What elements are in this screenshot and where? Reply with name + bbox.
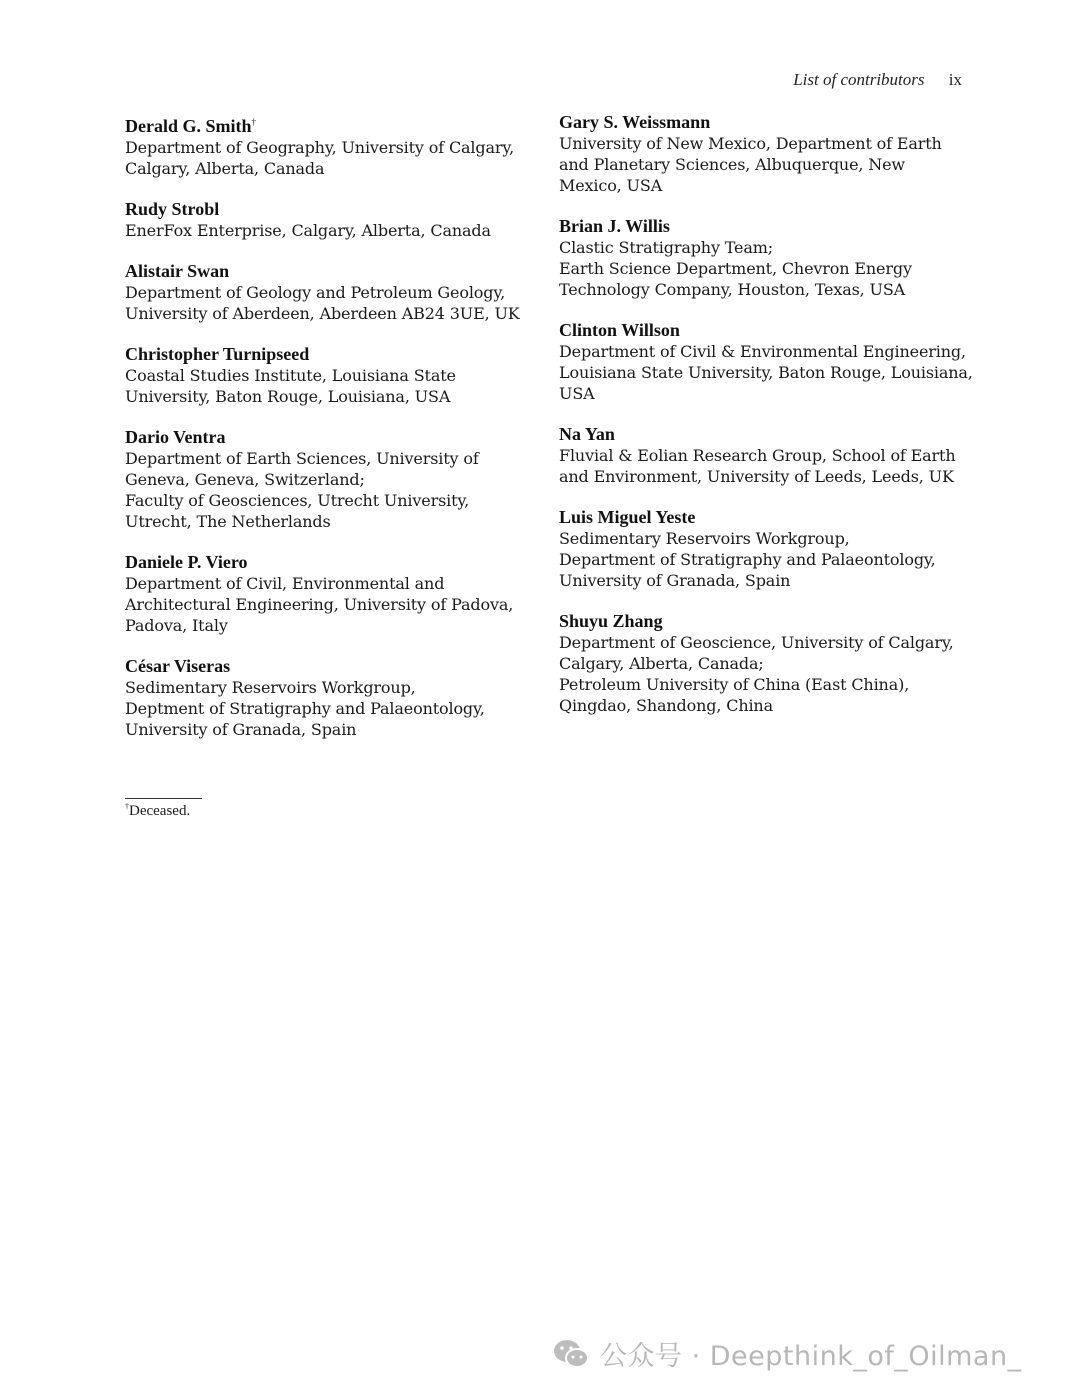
contributor-name	[559, 216, 979, 237]
affiliation-line: Department of Geology and Petroleum Geology,	[125, 283, 506, 302]
page-number: ix	[948, 70, 962, 89]
contributor-name	[125, 656, 545, 677]
affiliation-line: Department of Geoscience, University of Calgary,	[559, 633, 954, 652]
contributor-name-text: Dario Ventra	[125, 427, 226, 447]
footnote-mark: †	[125, 802, 129, 811]
contributor-entry	[125, 656, 545, 740]
affiliation-line: EnerFox Enterprise, Calgary, Alberta, Canada	[125, 221, 491, 240]
affiliation-line: Qingdao, Shandong, China	[559, 696, 773, 715]
contributor-entry	[559, 611, 979, 716]
affiliation-line: Geneva, Geneva, Switzerland;	[125, 470, 365, 489]
contributors-left-column	[125, 112, 545, 760]
contributor-name	[559, 507, 979, 528]
contributor-entry	[559, 424, 979, 487]
contributor-name-text: Christopher Turnipseed	[125, 344, 310, 364]
footnote-rule	[125, 798, 202, 799]
contributor-name-text: César Viseras	[125, 656, 231, 676]
affiliation-line: USA	[559, 384, 595, 403]
affiliation-line: University of Aberdeen, Aberdeen AB24 3UE, UK	[125, 304, 520, 323]
contributor-name-text: Shuyu Zhang	[559, 611, 663, 631]
affiliation-line: University of Granada, Spain	[559, 571, 791, 590]
contributor-name	[125, 344, 545, 365]
footnote-text: Deceased.	[129, 803, 191, 819]
affiliation-line: Technology Company, Houston, Texas, USA	[559, 280, 906, 299]
affiliation-line: Fluvial & Eolian Research Group, School of Earth	[559, 446, 956, 465]
contributor-name-text: Derald G. Smith	[125, 116, 252, 136]
affiliation-line: Calgary, Alberta, Canada;	[559, 654, 764, 673]
affiliation-line: University of New Mexico, Department of Earth	[559, 134, 942, 153]
affiliation-line: University, Baton Rouge, Louisiana, USA	[125, 387, 451, 406]
affiliation-line: and Environment, University of Leeds, Leeds, UK	[559, 467, 954, 486]
contributor-name	[559, 611, 979, 632]
affiliation-line: Faculty of Geosciences, Utrecht University,	[125, 491, 470, 510]
affiliation-line: and Planetary Sciences, Albuquerque, New	[559, 155, 905, 174]
affiliation-line: Earth Science Department, Chevron Energy	[559, 259, 912, 278]
running-head	[793, 70, 962, 90]
affiliation-line: Clastic Stratigraphy Team;	[559, 238, 774, 257]
affiliation-line: University of Granada, Spain	[125, 720, 357, 739]
footnote	[125, 802, 190, 820]
contributor-name-text: Clinton Willson	[559, 320, 680, 340]
running-head-title: List of contributors	[793, 70, 925, 89]
contributor-name-text: Na Yan	[559, 424, 615, 444]
affiliation-line: Sedimentary Reservoirs Workgroup,	[125, 678, 416, 697]
contributor-entry	[125, 112, 545, 179]
affiliation-line: Petroleum University of China (East China),	[559, 675, 910, 694]
contributor-name-text: Daniele P. Viero	[125, 552, 248, 572]
watermark-text: 公众号 · Deepthink_of_Oilman_	[600, 1341, 1022, 1372]
affiliation-line: Department of Stratigraphy and Palaeontology,	[559, 550, 936, 569]
affiliation-line: Sedimentary Reservoirs Workgroup,	[559, 529, 850, 548]
affiliation-line: Calgary, Alberta, Canada	[125, 159, 325, 178]
affiliation-line: Louisiana State University, Baton Rouge, Louisiana,	[559, 363, 973, 382]
contributor-name-text: Alistair Swan	[125, 261, 230, 281]
contributor-entry	[125, 552, 545, 636]
watermark	[552, 1334, 1022, 1373]
contributor-name	[125, 261, 545, 282]
contributor-name	[559, 112, 979, 133]
contributor-name	[125, 199, 545, 220]
affiliation-line: Department of Geography, University of Calgary,	[125, 138, 515, 157]
contributor-entry	[559, 507, 979, 591]
contributor-entry	[559, 320, 979, 404]
affiliation-line: Mexico, USA	[559, 176, 663, 195]
affiliation-line: Deptment of Stratigraphy and Palaeontology,	[125, 699, 485, 718]
affiliation-line: Department of Civil & Environmental Engineering,	[559, 342, 966, 361]
contributor-name	[125, 552, 545, 573]
contributor-name	[125, 427, 545, 448]
contributor-entry	[125, 261, 545, 324]
contributor-entry	[125, 344, 545, 407]
affiliation-line: Architectural Engineering, University of Padova,	[125, 595, 514, 614]
affiliation-line: Department of Civil, Environmental and	[125, 574, 445, 593]
contributor-name	[559, 320, 979, 341]
contributor-entry	[559, 112, 979, 196]
affiliation-line: Coastal Studies Institute, Louisiana State	[125, 366, 456, 385]
affiliation-line: Padova, Italy	[125, 616, 228, 635]
contributor-name	[559, 424, 979, 445]
wechat-icon	[552, 1338, 590, 1370]
deceased-mark: †	[251, 117, 257, 127]
affiliation-line: Department of Earth Sciences, University of	[125, 449, 479, 468]
contributor-name-text: Rudy Strobl	[125, 199, 220, 219]
contributors-right-column	[559, 112, 979, 736]
contributor-entry	[125, 199, 545, 241]
contributor-entry	[125, 427, 545, 532]
affiliation-line: Utrecht, The Netherlands	[125, 512, 331, 531]
contributor-name	[125, 112, 545, 137]
contributor-name-text: Brian J. Willis	[559, 216, 670, 236]
contributor-name-text: Gary S. Weissmann	[559, 112, 711, 132]
contributor-entry	[559, 216, 979, 300]
contributor-name-text: Luis Miguel Yeste	[559, 507, 696, 527]
